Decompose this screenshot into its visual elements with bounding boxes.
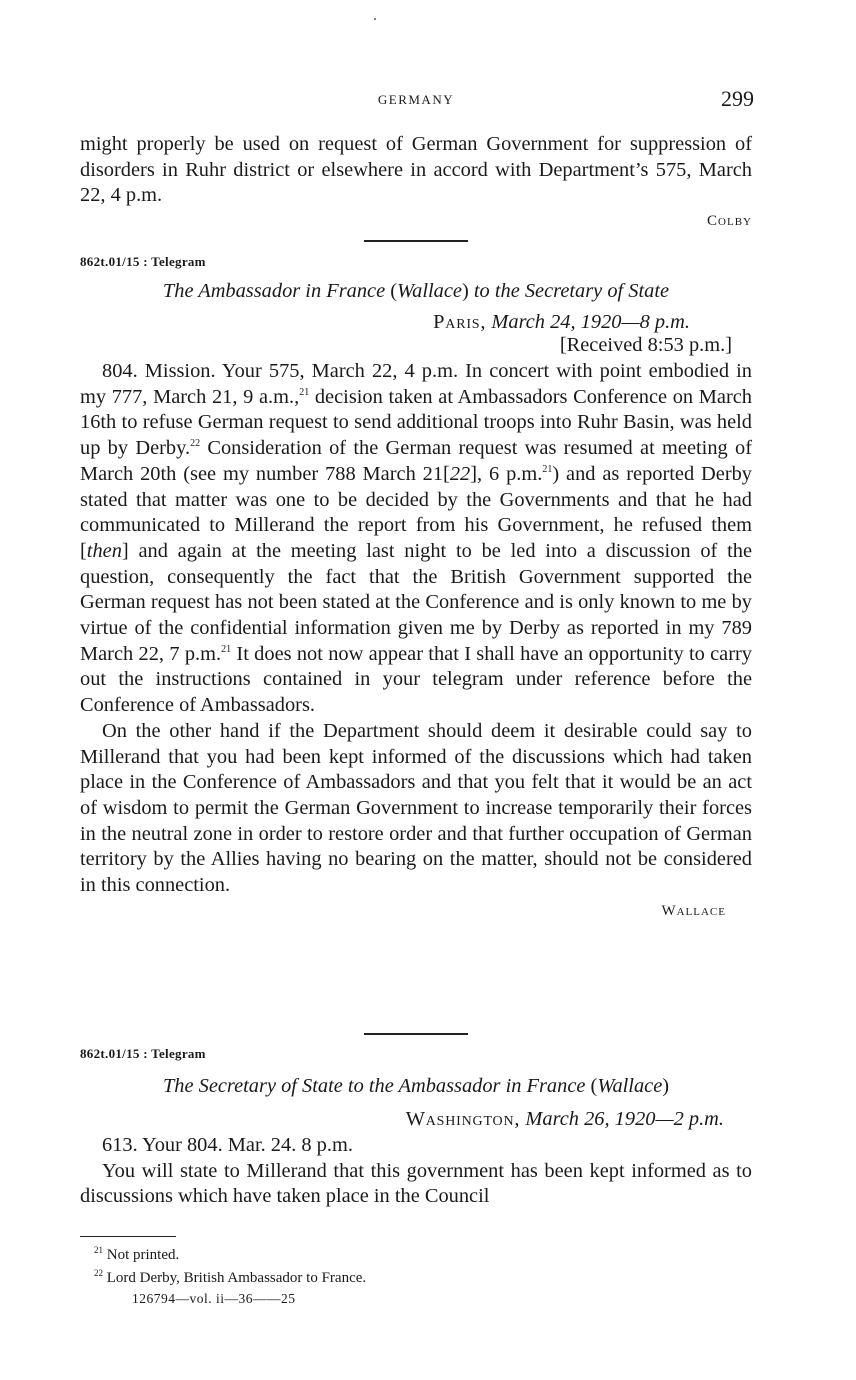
received-line: [Received 8:53 p.m.] (559, 334, 732, 356)
heading-name: Wallace (597, 1075, 663, 1097)
continuation-block (80, 132, 752, 230)
editorial-correction: then (86, 539, 122, 562)
divider-1 (80, 240, 752, 242)
stray-mark (374, 18, 376, 20)
dateline-date: March 24, 1920—8 p.m. (491, 311, 690, 333)
heading-recipient: to the Secretary of State (473, 280, 670, 302)
footnote-rule (80, 1236, 176, 1237)
imprint-line: 126794—vol. ii—36——25 (132, 1291, 296, 1307)
text-run: 804. Mission. Your 575, March 22, 4 p.m. In concert with point embodied in my 777, March 21, 9 a.m., (80, 360, 752, 408)
footnote-ref: 21 (542, 464, 553, 476)
text-run: ] and again at the meeting last night to be led into a discussion of the question, consequently the fact that the British Government supported the German request has not been stated at the Conference and is only known to me by virtue of the confidential information given me by Derby as reported in my 789 March 22, 7 p.m. (80, 539, 752, 665)
footnote-text: Lord Derby, British Ambassador to France. (106, 1270, 367, 1287)
running-title: GERMANY (377, 92, 455, 107)
editorial-correction: 22 (449, 462, 471, 485)
doc1-paragraph-2: On the other hand if the Department should deem it desirable could say to Millerand that you had been kept informed of the discussions which had taken place in the Conference of Ambassadors and that you felt that it would be an act of wisdom to permit the German Government to increase temporarily their forces in the neutral zone in order to restore order and that further occupation of German territory by the Allies having no bearing on the matter, should not be considered in this connection. (80, 719, 752, 897)
doc2 (80, 1046, 752, 1210)
doc2-paragraph-1: 613. Your 804. Mar. 24. 8 p.m. (102, 1134, 353, 1156)
section-rule (364, 240, 468, 242)
doc1 (80, 254, 752, 920)
signature-wallace: Wallace (661, 902, 726, 919)
footnote-ref: 21 (221, 643, 232, 655)
signature-colby: Colby (707, 213, 752, 230)
dateline (80, 1108, 752, 1131)
footnote-mark: 21 (94, 1245, 103, 1256)
footnote-mark: 22 (94, 1268, 103, 1279)
footnotes (80, 1236, 752, 1307)
dateline-place: Washington, (405, 1108, 521, 1130)
text-run: Consideration of the German request was resumed at meeting of March 20th (see my number 788 March 21[ (80, 437, 752, 485)
file-reference: 862t.01/15 : Telegram (80, 1046, 206, 1061)
doc-heading: The Secretary of State to the Ambassador in France (Wallace) (162, 1075, 670, 1097)
text-run: decision taken at Ambassadors Conference on March 16th to refuse German request to send additional troops into Ruhr Basin, was held up by Derby. (80, 385, 752, 460)
text-run: ) and as reported Derby stated that matter was one to be decided by the Governments and that he had communicated to Millerand the report from his Government, he refused them [ (80, 462, 752, 562)
footnote-text: Not printed. (106, 1247, 180, 1264)
dateline (80, 311, 752, 334)
text-run: It does not now appear that I shall have an opportunity to carry out the instructions contained in your telegram under reference before the Conference of Ambassadors. (80, 642, 752, 717)
doc2-paragraph-2: You will state to Millerand that this government has been kept informed as to discussions which have taken place in the Council (80, 1159, 752, 1208)
continuation-paragraph: might properly be used on request of German Government for suppression of disorders in Ruhr district or elsewhere in accord with Department’s 575, March 22, 4 p.m. (80, 133, 752, 207)
divider-2 (80, 1033, 752, 1035)
footnote-22 (80, 1264, 752, 1287)
doc-heading: The Ambassador in France (Wallace) to the Secretary of State (162, 280, 670, 302)
footnote-ref: 21 (299, 386, 310, 398)
heading-sender: The Ambassador in France (162, 280, 386, 302)
section-rule (364, 1033, 468, 1035)
running-head (80, 86, 752, 116)
doc1-paragraph-1 (80, 359, 752, 719)
page-number: 299 (721, 86, 754, 111)
dateline-date: March 26, 1920—2 p.m. (525, 1108, 724, 1130)
footnote-ref: 22 (190, 438, 201, 450)
heading-sender: The Secretary of State to the Ambassador in France (162, 1075, 586, 1097)
footnote-21 (80, 1241, 752, 1264)
file-reference: 862t.01/15 : Telegram (80, 254, 206, 269)
dateline-place: Paris, (433, 311, 487, 333)
text-run: ], 6 p.m. (470, 462, 543, 485)
heading-name: Wallace (397, 280, 462, 302)
